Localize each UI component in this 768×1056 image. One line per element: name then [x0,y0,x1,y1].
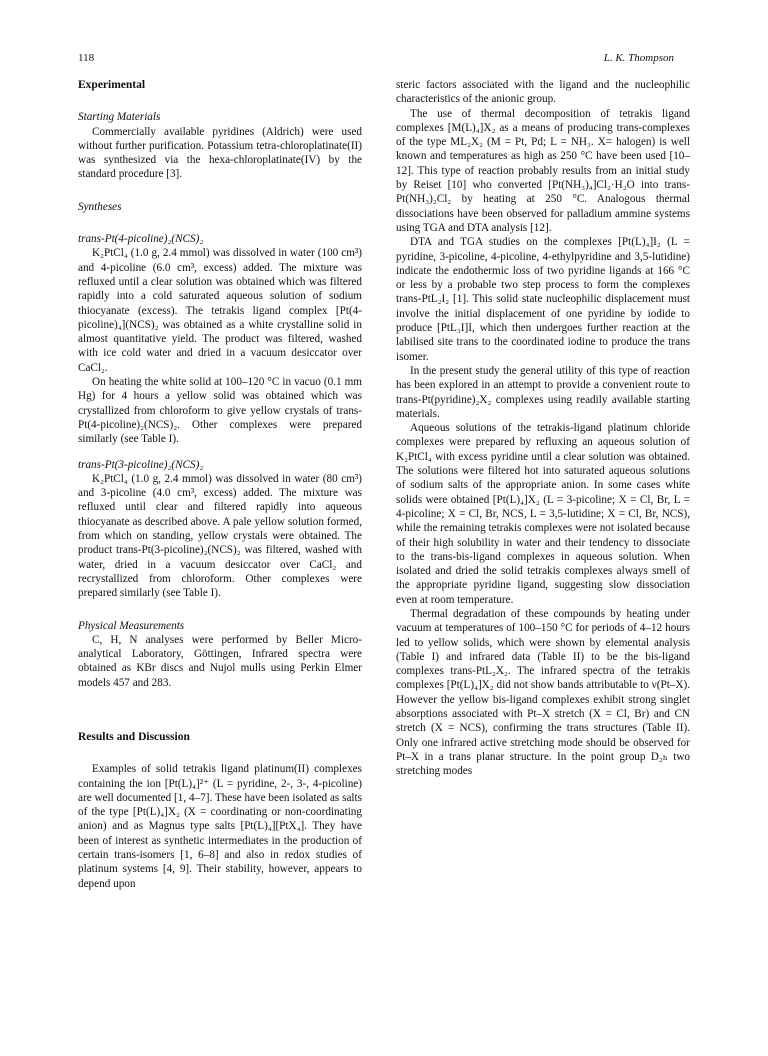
body-paragraph: In the present study the general utility of this type of reaction has been explored in an attempt to provide a convenient route to trans-Pt(pyridine)₂X₂ complexes using readily available starting materials. [396,364,690,420]
physical-measurements-heading: Physical Measurements [78,619,185,632]
body-paragraph: DTA and TGA studies on the complexes [Pt(L)₄]I₂ (L = pyridine, 3-picoline, 4-picoline, 4-ethylpyridine and 3,5-lutidine) indicate the endothermic loss of two pyridine ligands at 166 °C or less by a probable two step process to form the complexes trans-PtL₂I₂ [1]. This solid state nucleophilic displacement must involve the initial displacement of one pyridine by iodide to produce [PtL₃I]I, which then undergoes further reaction at the labilised site trans to the coordinated iodine to produce the trans isomer. [396,236,690,363]
starting-materials-heading: Starting Materials [78,111,161,124]
compound1-heading: trans-Pt(4-picoline)₂(NCS)₂ [78,233,204,246]
body-paragraph: Thermal degradation of these compounds by heating under vacuum at temperatures of 100–150 °C for periods of 4–12 hours led to yellow solids, which were shown by elemental analysis (Table I) and infrared data (Table II) to be the bis-ligand complexes trans-PtL₂X₂. The infrared spectra of the tetrakis complexes [Pt(L)₄]X₂ did not show bands attributable to ν(Pt–X). However the yellow bis-ligand complexes exhibit strong singlet absorptions associated with Pt–X stretch (X = Cl, Br) and CN stretch (X = NCS), confirming the trans structures (Table II). Only one infrared active stretching mode should be observed for Pt–X in a trans planar structure. In the point group D₂ₕ two stretching modes [396,607,690,778]
physical-measurements-text: C, H, N analyses were performed by Beller Micro-analytical Laboratory, Göttingen, Infrared spectra were obtained as KBr discs and Nujol mulls using Perkin Elmer models 457 and 283. [78,633,362,689]
body-paragraph: The use of thermal decomposition of tetrakis ligand complexes [M(L)₄]X₂ as a means of producing trans-complexes of the type ML₂X₂ (M = Pt, Pd; L = NH₃. X= halogen) is well known and temperatures as high as 250 °C have been used [10–12]. This type of reaction probably results from an initial study by Reiset [10] who converted [Pt(NH₃)₄]Cl₂·H₂O into trans-Pt(NH₃)₂Cl₂ by heating at 250 °C. Analogous thermal dissociations have been observed for palladium ammine systems using TGA and DTA analysis [12]. [396,107,690,234]
compound1-paragraph: K₂PtCl₄ (1.0 g, 2.4 mmol) was dissolved in water (100 cm³) and 4-picoline (6.0 cm³, excess) added. The mixture was refluxed until a clear solution was obtained which was filtered rapidly into a cold saturated aqueous solution of sodium thiocyanate (excess). The tetrakis ligand complex [Pt(4-picoline)₄](NCS)₂ was obtained as a white crystalline solid in almost quantitative yield. The product was filtered, washed with ice cold water and dried in a vacuum desiccator over CaCl₂. [78,247,362,374]
starting-materials-text: Commercially available pyridines (Aldrich) were used without further purification. Potassium tetra-chloroplatinate(II) was synthesized via the hexa-chloroplatinate(IV) by the standard procedure [3]. [78,125,362,181]
compound2-heading: trans-Pt(3-picoline)₂(NCS)₂ [78,458,204,471]
experimental-heading: Experimental [78,79,146,91]
running-title: L. K. Thompson [603,52,674,64]
syntheses-heading: Syntheses [78,200,122,213]
results-heading: Results and Discussion [78,730,190,743]
compound2-paragraph: K₂PtCl₄ (1.0 g, 2.4 mmol) was dissolved in water (80 cm³) and 3-picoline (4.0 cm³, excess) added. The mixture was refluxed until clear and filtered rapidly into aqueous thiocyanate as described above. A pale yellow solution formed, from which on standing, yellow crystals were obtained. The product trans-Pt(3-picoline)₂(NCS)₂ was filtered, washed with water, dried in a vacuum desiccator over CaCl₂ and recrystallized from chloroform. Other complexes were prepared similarly (see Table I). [78,472,362,600]
compound1-paragraph: On heating the white solid at 100–120 °C in vacuo (0.1 mm Hg) for 4 hours a yellow solid was obtained which was crystallized from chloroform to give yellow crystals of trans-Pt(4-picoline)₂(NCS)₂. Other complexes were prepared similarly (see Table I). [78,376,362,446]
body-paragraph: steric factors associated with the ligand and the nucleophilic characteristics of the anionic group. [396,79,690,106]
body-paragraph: Aqueous solutions of the tetrakis-ligand platinum chloride complexes were prepared by refluxing an aqueous solution of K₂PtCl₄ with excess pyridine until a clear solution was obtained. The solutions were filtered hot into saturated aqueous solutions of sodium salts of the appropriate anion. In some cases white solids were obtained [Pt(L)₄]X₂ (L = 3-picoline; X = Cl, Br, L = 4-picoline; X = Cl, Br, NCS, L = 3,5-lutidine; X = Cl, Br, NCS), while the remaining tetrakis complexes were not isolated because of their high solubility in water and their tendency to dissociate to the trans-bis-ligand complexes in aqueous solution. When isolated and dried the solid tetrakis complexes always smell of the appropriate pyridine ligand, suggesting slow dissociation even at room temperature. [396,422,690,606]
page-number: 118 [78,52,95,64]
left-column [78,78,362,891]
results-paragraph: Examples of solid tetrakis ligand platinum(II) complexes containing the ion [Pt(L)₄]²⁺ (L = pyridine, 2-, 3-, 4-picoline) are well documented [1, 4–7]. These have been isolated as salts of the type [Pt(L)₄]X₂ (X = coordinating or non-coordinating anion) and as Magnus type salts [Pt(L)₄][PtX₄]. They have been of interest as synthetic intermediates in the production of certain trans-isomers [1, 6–8] and also in redox studies of platinum systems [4, 9]. Their stability, however, appears to depend upon [78,763,362,890]
right-column [396,78,690,779]
